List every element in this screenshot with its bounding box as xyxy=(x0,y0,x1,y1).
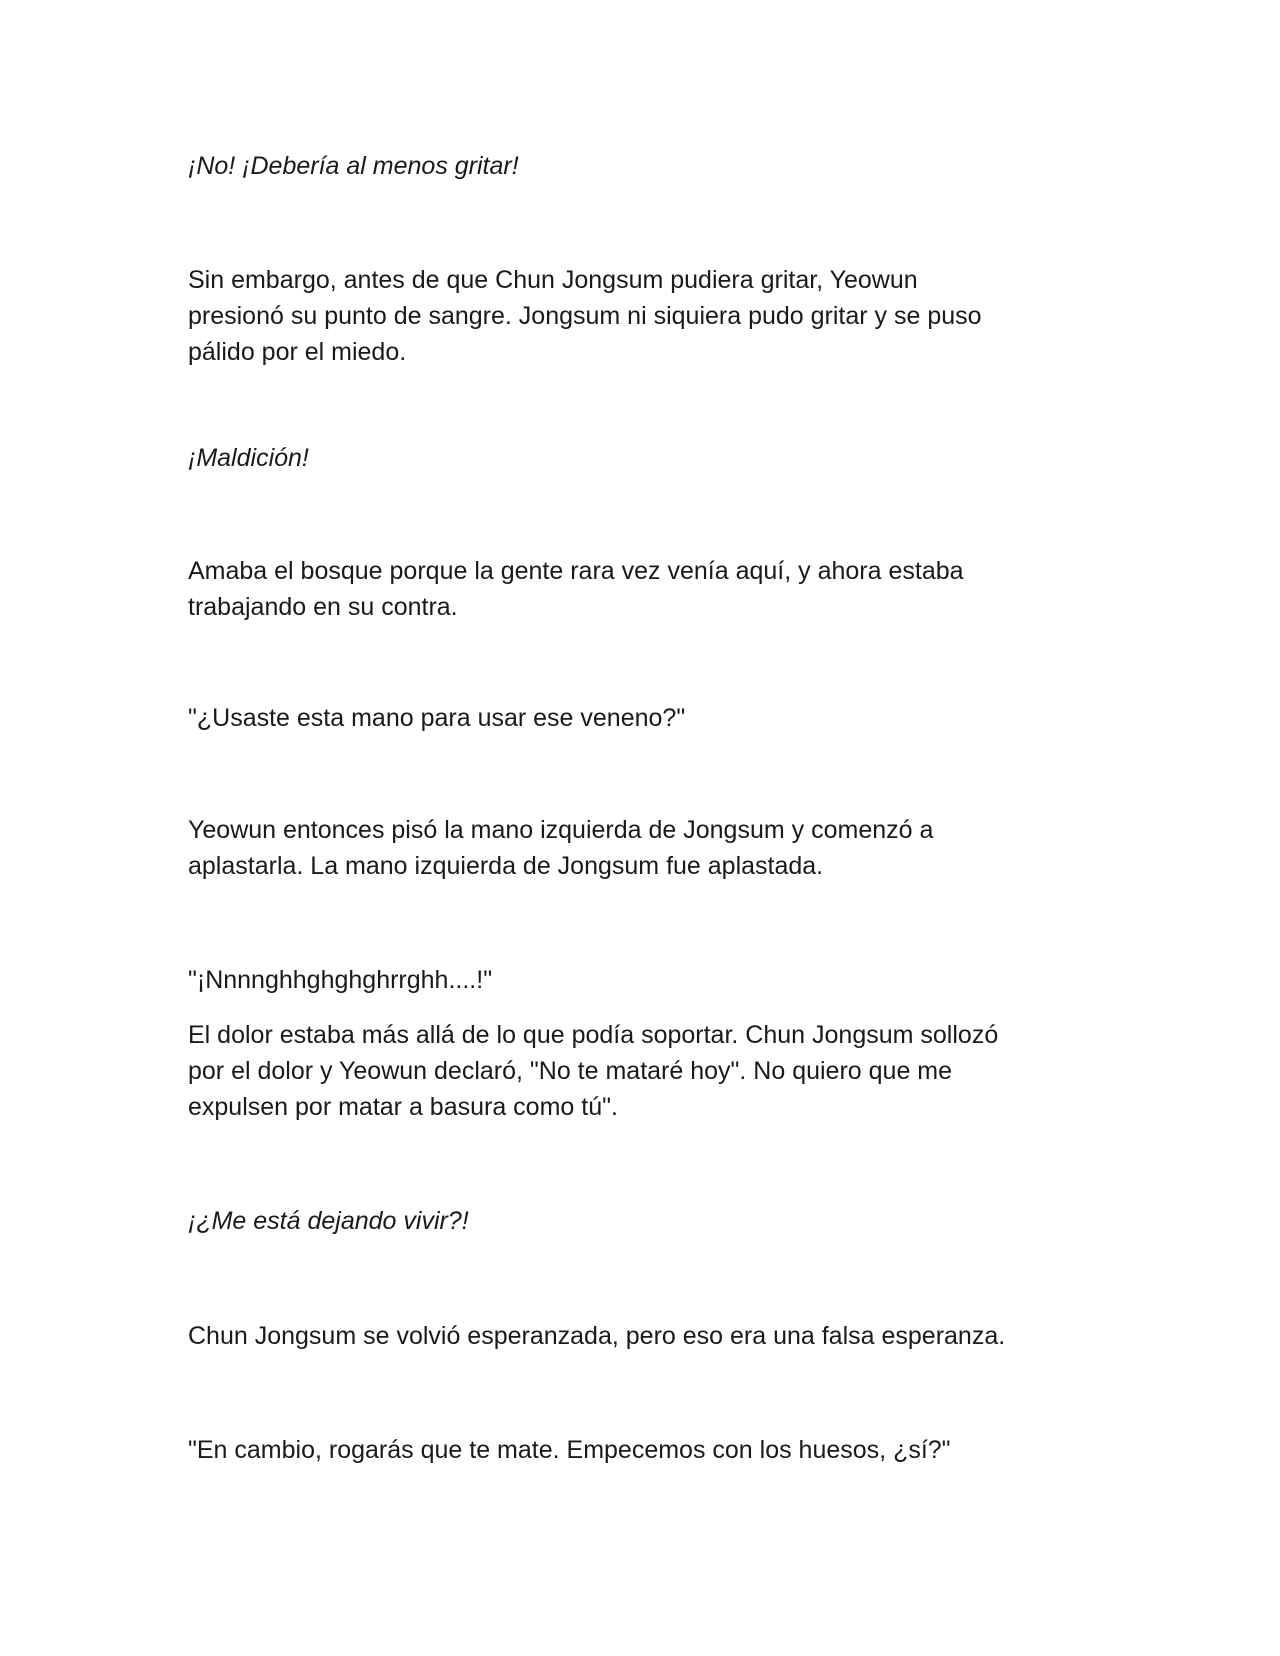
paragraph-line: "¡Nnnnghhghghghrrghh....!" xyxy=(188,966,493,994)
paragraph-line: "En cambio, rogarás que te mate. Empecemos con los huesos, ¿sí?" xyxy=(188,1436,951,1464)
paragraph-line: Chun Jongsum se volvió esperanzada, pero eso era una falsa esperanza. xyxy=(188,1322,1006,1350)
paragraph-line: "¿Usaste esta mano para usar ese veneno?" xyxy=(188,704,686,732)
paragraph-narration xyxy=(188,262,1088,370)
paragraph-thought-question xyxy=(188,1203,1088,1239)
paragraph-line: trabajando en su contra. xyxy=(188,593,458,621)
paragraph-narration xyxy=(188,1017,1088,1125)
paragraph-line: pálido por el miedo. xyxy=(188,338,407,366)
paragraph-narration xyxy=(188,1318,1088,1354)
paragraph-thought-curse xyxy=(188,440,1088,476)
paragraph-thought-shout xyxy=(188,148,1088,184)
paragraph-narration xyxy=(188,812,1088,884)
paragraph-line: por el dolor y Yeowun declaró, "No te mataré hoy". No quiero que me xyxy=(188,1057,953,1085)
paragraph-line: Sin embargo, antes de que Chun Jongsum pudiera gritar, Yeowun xyxy=(188,266,918,294)
paragraph-line: ¡No! ¡Debería al menos gritar! xyxy=(188,152,519,180)
paragraph-line: Yeowun entonces pisó la mano izquierda de Jongsum y comenzó a xyxy=(188,816,934,844)
paragraph-line: El dolor estaba más allá de lo que podía soportar. Chun Jongsum sollozó xyxy=(188,1021,999,1049)
paragraph-line: ¡¿Me está dejando vivir?! xyxy=(188,1207,469,1235)
paragraph-narration xyxy=(188,553,1088,625)
paragraph-line: expulsen por matar a basura como tú". xyxy=(188,1093,618,1121)
paragraph-line: ¡Maldición! xyxy=(188,444,309,472)
paragraph-line: aplastarla. La mano izquierda de Jongsum fue aplastada. xyxy=(188,852,824,880)
paragraph-dialogue xyxy=(188,962,1088,998)
paragraph-line: presionó su punto de sangre. Jongsum ni siquiera pudo gritar y se puso xyxy=(188,302,982,330)
paragraph-line: Amaba el bosque porque la gente rara vez venía aquí, y ahora estaba xyxy=(188,557,964,585)
paragraph-dialogue xyxy=(188,700,1088,736)
paragraph-dialogue xyxy=(188,1432,1088,1468)
